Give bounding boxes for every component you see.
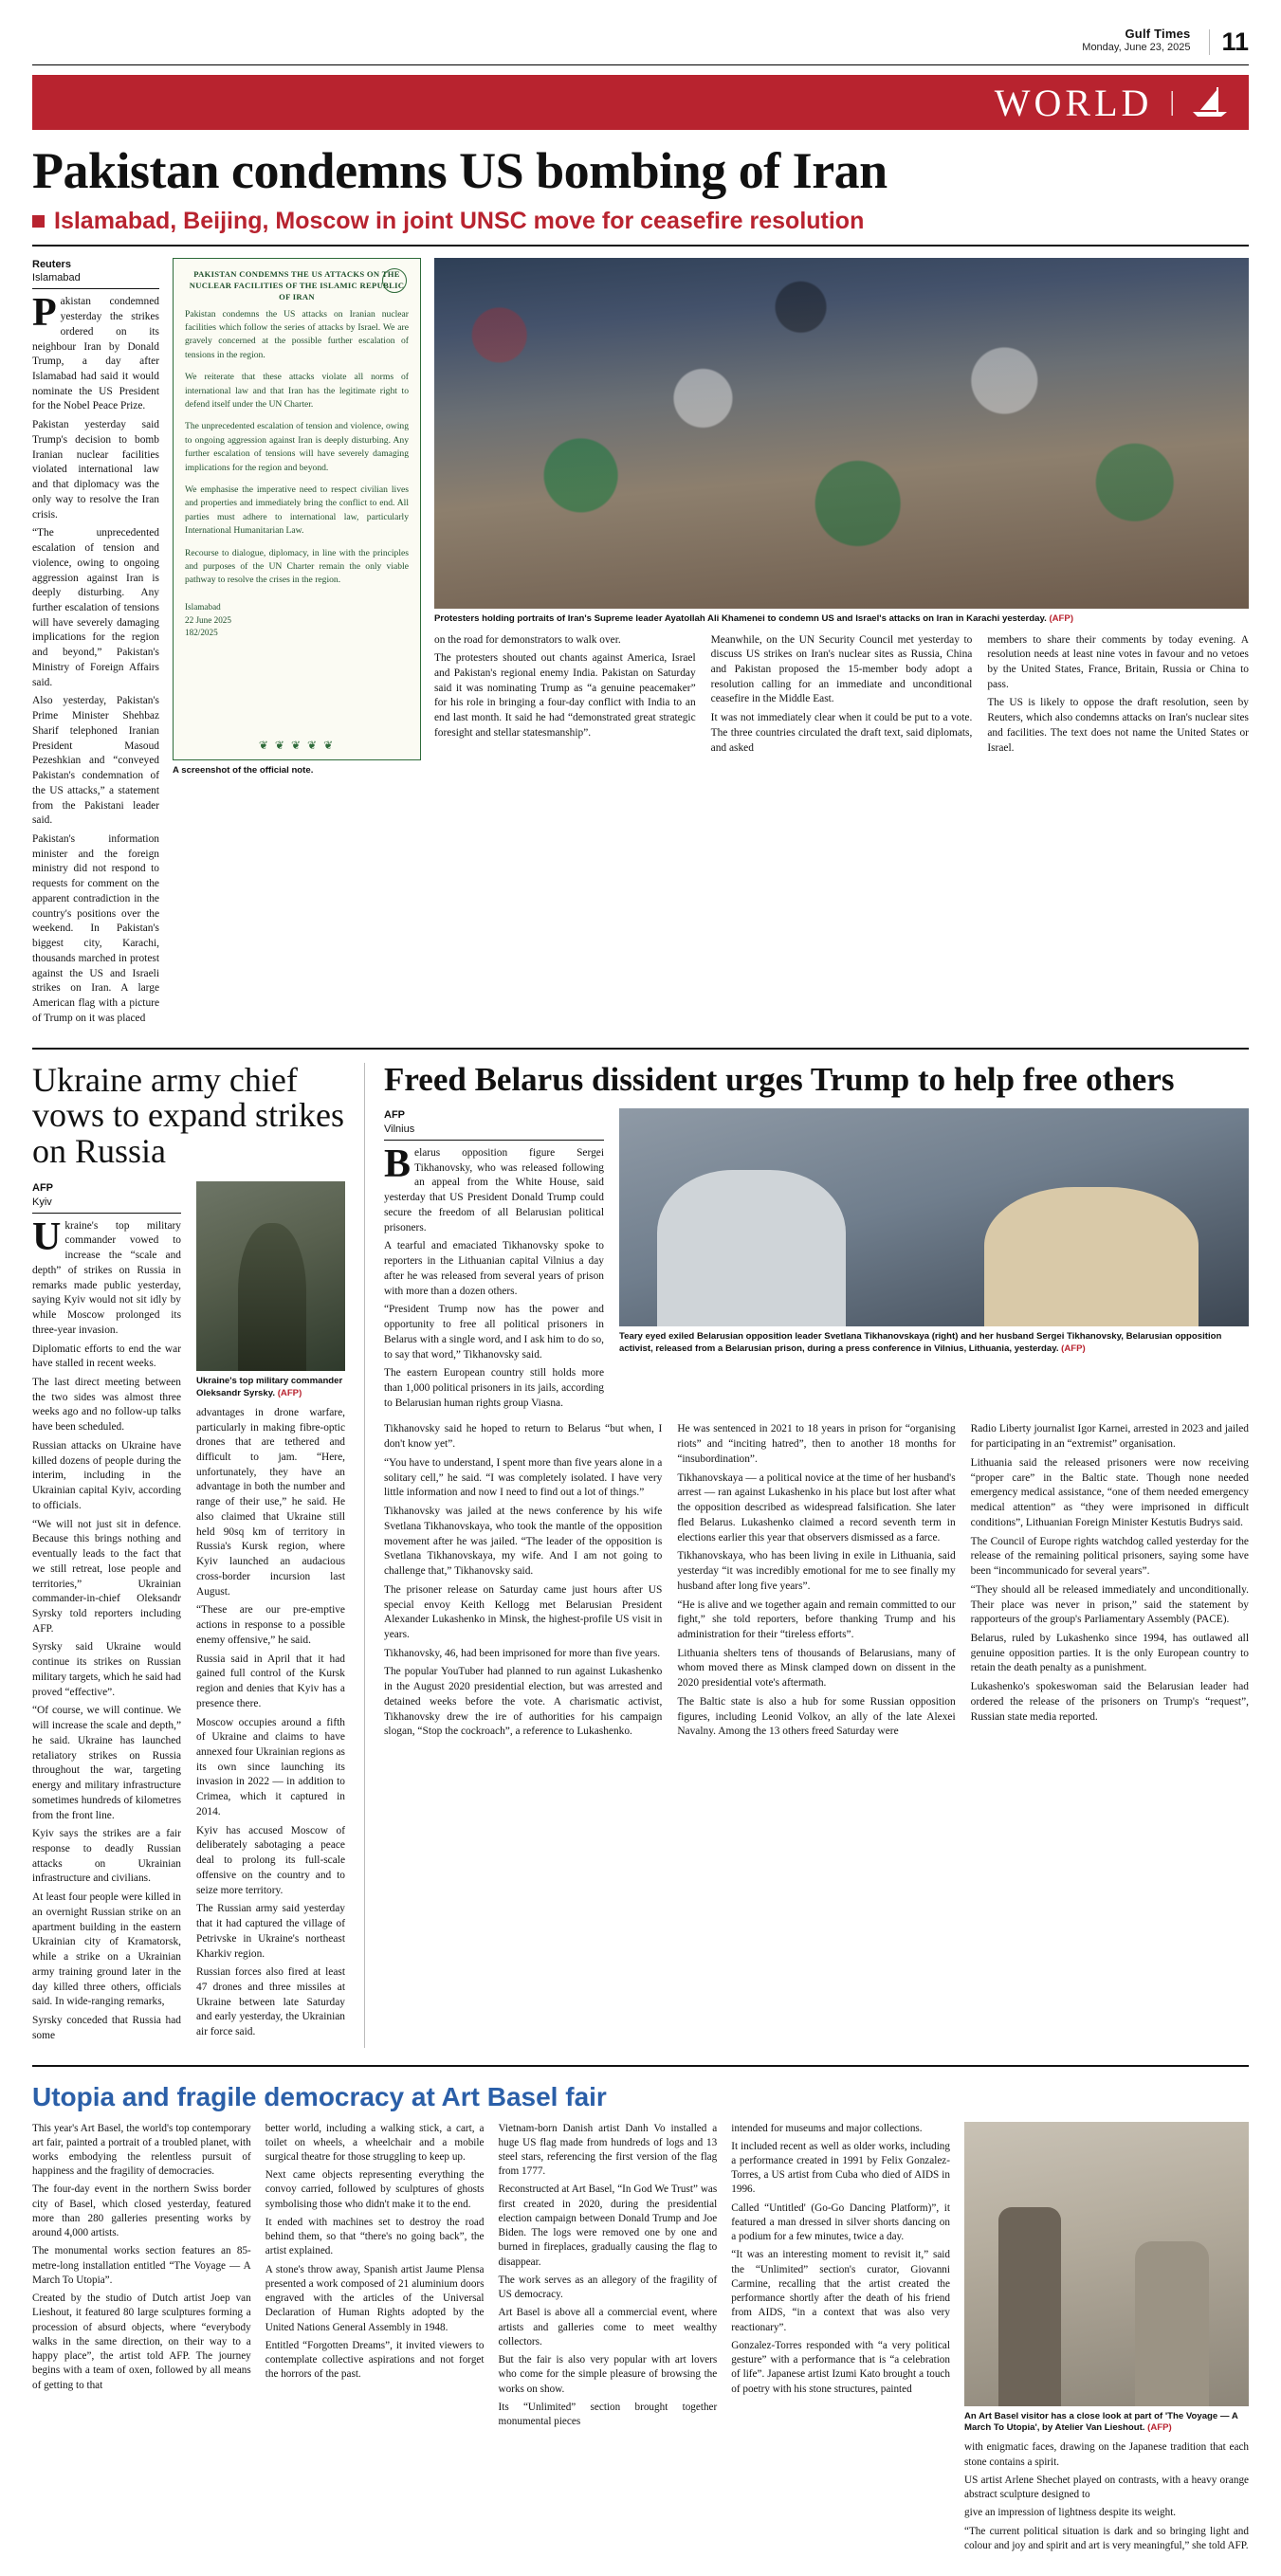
paragraph: It included recent as well as older works, including a performance created in 1991 by Felix Gonzalez-Torres, a US artist from Cuba who died of AIDS in 1996. — [731, 2140, 950, 2196]
belarus-byline — [384, 1108, 604, 1141]
lead-headline-block — [32, 142, 1249, 247]
belarus-lower-columns — [384, 1422, 1249, 1744]
paragraph: Belarus, ruled by Lukashenko since 1994, has outlawed all genuine opposition parties. It is the only European country to retain the death penalty as a punishment. — [970, 1633, 1249, 1674]
paragraph: Also yesterday, Pakistan's Prime Minister Shehbaz Sharif telephoned Iranian President Masoud Pezeshkian and “conveyed Pakistan's condemnation of the US attacks,” a statement from the Pakistani leader said. — [32, 695, 159, 827]
paragraph: The Council of Europe rights watchdog called yesterday for the release of the remaining political prisoners, saying some have been “incommunicado for several years”. — [970, 1535, 1249, 1578]
paragraph: The popular YouTuber had planned to run against Lukashenko in the August 2020 presidential election, but was arrested and detained weeks before the vote. A charismatic activist, Tikhanovsky drew the ire of authorities for his campaign slogan, “Stop the cockroach”, a reference to Lukashenko. — [384, 1666, 663, 1738]
paragraph: It ended with machines set to destroy the road behind them, so that “there's no going back”, the artist explained. — [265, 2216, 485, 2257]
state-seal-icon — [382, 268, 407, 293]
masthead — [32, 0, 1249, 61]
paragraph: advantages in drone warfare, particularly in making fibre-optic drones that are tethered and difficult to jam. “Here, unfortunately, they have an advantage in both the number and range of their use,” he said. He also claimed that Ukraine still held 90sq km of territory in Russia's Kursk region, where Kyiv launched an audacious cross-border incursion last August. — [196, 1406, 345, 1598]
paragraph: Tikhanovsky was jailed at the news conference by his wife Svetlana Tikhanovskaya, who took the mantle of the opposition movement after he was jailed. “The leader of the opposition is Svetlana Tikhanovskaya, my wife. And I am not going to challenge that,” Tikhanovsky said. — [384, 1506, 663, 1578]
paragraph: Kyiv says the strikes are a fair response to deadly Russian attacks on Ukrainian infrastructure and civilians. — [32, 1828, 181, 1885]
ukraine-columns — [32, 1181, 345, 2048]
dhow-logo-icon — [1188, 83, 1232, 121]
paragraph: Tikhanovskaya — a political novice at the time of her husband's arrest — ran against Lukashenko in his place but lost after what the opposition described as widespread falsification. She later fled Belarus. Lukashenko claimed a record seventh term in elections earlier this year that observers dismissed as a farce. — [677, 1471, 956, 1544]
ukraine-column-2 — [196, 1181, 345, 2048]
ukraine-byline — [32, 1181, 181, 1214]
paragraph: He was sentenced in 2021 to 18 years in prison for “organising riots” and “inciting hatred”, then to another 18 months for “insubordination”. — [677, 1423, 956, 1465]
byline — [32, 258, 159, 290]
paragraph: “The unprecedented escalation of tension and violence, owing to ongoing aggression against Iran is deeply disturbing. Any further escalation of tensions will have severely damaging implications for the region and beyond,” Pakistan's Ministry of Foreign Affairs said. — [32, 527, 159, 688]
belarus-column-1 — [384, 1108, 604, 1415]
paragraph: Russian forces also fired at least 47 drones and three missiles at Ukraine between late Saturday and early yesterday, the Ukrainian air force said. — [196, 1966, 345, 2038]
byline-agency: AFP — [32, 1181, 53, 1194]
paragraph: Tikhanovsky, 46, had been imprisoned for more than five years. — [384, 1647, 661, 1659]
paragraph: A tearful and emaciated Tikhanovsky spoke to reporters in the Lithuanian capital Vilnius a day after he was released from several years of prison with more than a dozen others. — [384, 1240, 604, 1297]
paragraph: The protesters shouted out chants against America, Israel and Pakistan's regional enemy India. Pakistan on Saturday said it was nominating Trump as “a genuine peacemaker” for his role in bringing a four-day conflict with India to an end last month. It said he had “demonstrated great strategic foresight and stellar statesmanship”. — [434, 652, 696, 739]
note-signature — [185, 601, 409, 640]
protest-photo — [434, 258, 1249, 609]
publication-date: Monday, June 23, 2025 — [1082, 42, 1191, 54]
section-title: WORLD — [994, 81, 1153, 124]
paragraph: give an impression of lightness despite its weight. — [964, 2507, 1177, 2519]
paragraph: The Russian army said yesterday that it had captured the village of Petrivske in Ukraine's northeast Kharkiv region. — [196, 1903, 345, 1960]
ukraine-body-1 — [32, 1215, 181, 2044]
paragraph: Ukraine's top military commander vowed to increase the “scale and depth” of strikes on Russia in remarks made public yesterday, saying Kyiv would not sit idly by while Moscow prolonged its three-year invasion. — [32, 1215, 181, 1336]
syrsky-photo — [196, 1181, 345, 1371]
paragraph: Created by the studio of Dutch artist Joep van Lieshout, it featured 80 large sculptures forming a procession of absurd objects, where “everybody walks in the same direction, on their way to a happy place”, the artist told AFP. The journey begins with a team of oxen, followed by all means of getting to that — [32, 2293, 251, 2391]
note-title: PAKISTAN CONDEMNS THE US ATTACKS ON THE NUCLEAR FACILITIES OF THE ISLAMIC REPUBLIC OF IRAN — [189, 268, 405, 301]
caption-text: An Art Basel visitor has a close look at part of 'The Voyage — A March To Utopia', by Atelier Van Lieshout. — [964, 2410, 1238, 2434]
belarus-body-2 — [677, 1422, 955, 1744]
lead-column-3 — [434, 258, 1249, 1031]
paragraph: Radio Liberty journalist Igor Karnei, arrested in 2023 and jailed for participating in an “extremist” organisation. — [970, 1423, 1249, 1451]
belarus-body-1a — [384, 1142, 604, 1411]
photo-credit: (AFP) — [1147, 2422, 1172, 2434]
belarus-body-3 — [971, 1422, 1249, 1744]
bullet-square-icon — [32, 215, 45, 228]
section-separator: | — [1169, 87, 1175, 117]
lead-story-top — [32, 258, 1249, 1031]
paragraph: A stone's throw away, Spanish artist Jaume Plensa presented a work composed of 21 aluminium doors engraved with the articles of the Universal Declaration of Human Rights adopted by the United Nations General Assembly in 1948. — [265, 2263, 485, 2333]
paragraph: Pakistan condemned yesterday the strikes ordered on its neighbour Iran by Donald Trump, a day after Islamabad had said it would nominate the US President for the Nobel Peace Prize. — [32, 291, 159, 412]
protest-photo-caption — [434, 613, 1249, 626]
paragraph: The prisoner release on Saturday came just hours after US special envoy Keith Kellogg met Belarusian President Alexander Lukashenko in Minsk, the highest-profile US visit in years. — [384, 1583, 663, 1641]
ukraine-headline: Ukraine army chief vows to expand strikes on Russia — [32, 1060, 344, 1171]
lead-body-2 — [434, 633, 696, 760]
lead-body-1 — [32, 291, 159, 1026]
paragraph: on the road for demonstrators to walk over. — [434, 633, 621, 646]
note-reference: 182/2025 — [185, 628, 218, 638]
paragraph: Russian attacks on Ukraine have killed dozens of people during the interim, including in the Ukrainian capital Kyiv, according to officials. — [32, 1439, 181, 1511]
caption-text: Ukraine's top military commander Oleksandr Syrsky. — [196, 1375, 343, 1398]
byline-city: Kyiv — [32, 1196, 52, 1208]
note-paragraph: We emphasise the imperative need to respect civilian lives and properties and immediately bring the conflict to end. All parties must adhere to international law, particularly International Humanitarian Law. — [185, 484, 409, 537]
press-conference-caption — [619, 1331, 1249, 1356]
note-caption: A screenshot of the official note. — [173, 764, 314, 776]
paragraph: Lukashenko's spokeswoman said the Belarusian leader had ordered the release of the prisoners on Trump's “request”, Russian state media reported. — [970, 1681, 1249, 1723]
note-city: Islamabad — [185, 601, 221, 612]
paragraph: Syrsky conceded that Russia had some — [32, 2015, 181, 2041]
syrsky-photo-caption — [196, 1376, 345, 1400]
paragraph: The work serves as an allegory of the fragility of US democracy. — [498, 2274, 718, 2301]
belarus-headline: Freed Belarus dissident urges Trump to help free others — [384, 1060, 1175, 1098]
paragraph: intended for museums and major collections. — [731, 2122, 923, 2134]
paragraph: with enigmatic faces, drawing on the Japanese tradition that each stone contains a spirit. — [964, 2441, 1249, 2468]
belarus-story — [364, 1060, 1249, 2048]
artbasel-column-5 — [964, 2122, 1249, 2558]
paragraph: The four-day event in the northern Swiss border city of Basel, which closed yesterday, featured more than 280 galleries presenting works by around 4,000 artists. — [32, 2183, 251, 2239]
section-banner — [32, 75, 1249, 130]
ukraine-column-1 — [32, 1181, 181, 2048]
paragraph: Belarus opposition figure Sergei Tikhanovsky, who was released following an appeal from the White House, said yesterday that US President Donald Trump could secure the freedom of all Belarusian political prisoners. — [384, 1142, 604, 1233]
note-ornament-icon: ❦ ❦ ❦ ❦ ❦ — [258, 738, 336, 752]
note-paragraph: We reiterate that these attacks violate all norms of international law and that Iran has the legitimate right to defend itself under the UN Charter. — [185, 372, 409, 411]
page-number: 11 — [1209, 29, 1249, 55]
lead-body-4 — [987, 633, 1249, 760]
paragraph: It was not immediately clear when it could be put to a vote. The three countries circulated the draft text, said diplomats, and asked — [710, 712, 973, 754]
lead-column-2 — [173, 258, 421, 1031]
paragraph: But the fair is also very popular with art lovers who come for the simple pleasure of browsing the works on show. — [498, 2354, 718, 2395]
belarus-photo-block — [619, 1108, 1249, 1415]
ukraine-body-2 — [196, 1406, 345, 2040]
byline-city: Vilnius — [384, 1124, 415, 1136]
paragraph: Its “Unlimited” section brought together monumental pieces — [498, 2401, 718, 2427]
paragraph: Lithuania shelters tens of thousands of Belarusians, many of whom moved there as Minsk clamped down on dissent in the 2020 presidential vote's aftermath. — [677, 1647, 956, 1690]
paragraph: members to share their comments by today evening. A resolution needs at least nine votes in favour and no vetoes by the United States, France, Britain, Russia or China to pass. — [987, 633, 1249, 690]
paragraph: “He is alive and we together again and remain committed to our fight,” she told reporters, before thanking Trump and his administration for their “tireless efforts”. — [677, 1599, 956, 1641]
press-conference-photo — [619, 1108, 1249, 1326]
lead-body-3 — [711, 633, 973, 760]
caption-text: Teary eyed exiled Belarusian opposition leader Svetlana Tikhanovskaya (right) and her husband Sergei Tikhanovsky, Belarusian opposition activist, released from a Belarusian prison, during a press conference in Vilnius, Lithuania, yesterday. — [619, 1331, 1222, 1355]
paragraph: Next came objects representing everything the convoy carried, followed by sculptures of ghosts symbolising those who didn't make it to the end. — [265, 2169, 485, 2210]
paragraph: Called “Untitled' (Go-Go Dancing Platform)”, it featured a man dressed in silver shorts dancing on a podium for a few minutes, twice a day. — [731, 2201, 950, 2243]
paragraph: The US is likely to oppose the draft resolution, seen by Reuters, which also condemns attacks on Iran's nuclear sites and facilities. The text does not name the United States or Israel. — [987, 697, 1249, 754]
paragraph: The Baltic state is also a hub for some Russian opposition figures, including Leonid Volkov, an ally of the late Alexei Navalny. Among the 13 others freed Saturday were — [677, 1695, 956, 1738]
paragraph: At least four people were killed in an overnight Russian strike on an apartment building in the eastern Ukrainian city of Kramatorsk, while a strike on a Ukrainian army training ground later in the day killed three others, officials said. In wide-ranging remarks, — [32, 1891, 181, 2008]
belarus-body-1b — [384, 1422, 662, 1744]
artbasel-column-1 — [32, 2122, 251, 2558]
note-paragraph: Pakistan condemns the US attacks on Iranian nuclear facilities which follow the series of attacks by Israel. We are gravely concerned at the possible further escalation of tensions in the region. — [185, 308, 409, 360]
official-note-image — [173, 258, 421, 760]
byline-agency: Reuters — [32, 258, 71, 270]
lead-lower-columns — [434, 633, 1249, 760]
note-date: 22 June 2025 — [185, 614, 231, 625]
artbasel-body-5 — [964, 2440, 1249, 2553]
byline-agency: AFP — [384, 1109, 405, 1122]
paragraph: “The current political situation is dark and so bringing light and colour and joy and spirit and art is very meaningful,” she told AFP. — [964, 2525, 1249, 2551]
paragraph: Tikhanovskaya, who has been living in exile in Lithuania, said yesterday “it was incredibly emotional for me to see finally my husband after long five years”. — [677, 1550, 956, 1592]
photo-credit: (AFP) — [1061, 1343, 1086, 1355]
paragraph: Kyiv has accused Moscow of deliberately sabotaging a peace deal to prolong its full-scale offensive on the country and to seize more territory. — [196, 1824, 345, 1896]
paragraph: Pakistan yesterday said Trump's decision to bomb Iranian nuclear facilities violated international law and that diplomacy was the only way to resolve the Iran crisis. — [32, 419, 159, 521]
paragraph: Vietnam-born Danish artist Danh Vo installed a huge US flag made from hundreds of logs and 13 steel stars, referencing the first version of the flag from 1777. — [498, 2122, 718, 2178]
byline-city: Islamabad — [32, 272, 81, 284]
lead-subhead — [32, 208, 1249, 235]
artbasel-column-3 — [499, 2122, 718, 2558]
paragraph: US artist Arlene Shechet played on contrasts, with a heavy orange abstract sculpture designed to — [964, 2474, 1249, 2501]
paragraph: Meanwhile, on the UN Security Council met yesterday to discuss US strikes on Iran's nuclear sites as Russia, China and Pakistan proposed the 15-member body adopt a resolution calling for an immediate and unconditional ceasefire in the Middle East. — [710, 633, 973, 705]
paragraph: “President Trump now has the power and opportunity to free all political prisoners in Belarus with a single word, and I ask him to do so, to say that word,” Tikhanovsky said. — [384, 1304, 604, 1361]
artbasel-story — [32, 2065, 1249, 2558]
paragraph: better world, including a walking stick, a cart, a toilet on wheels, a wheelchair and a mobile surgical theatre for those struggling to keep up. — [265, 2122, 485, 2164]
paragraph: Art Basel is above all a commercial event, where artists and galleries come to meet wealthy collectors. — [498, 2307, 718, 2348]
paragraph: Gonzalez-Torres responded with “a very political gesture” with a performance that is “a celebration of life”. Japanese artist Izumi Kato brought a touch of poetry with his stone structures, painted — [731, 2339, 950, 2395]
artbasel-column-4 — [731, 2122, 950, 2558]
paragraph: “These are our pre-emptive actions in response to a possible enemy offensive,” he said. — [196, 1604, 345, 1646]
note-paragraph: Recourse to dialogue, diplomacy, in line with the principles and purposes of the UN Charter remain the only viable pathway to resolve the crises in the region. — [185, 547, 409, 586]
lead-column-1 — [32, 258, 159, 1031]
photo-credit: (AFP) — [1049, 612, 1074, 624]
paragraph: “Of course, we will continue. We will increase the scale and depth,” he said. Ukraine has launched retaliatory strikes on Russia throughout the war, targeting energy and military infrastructure sometimes hundreds of kilometres from the front line. — [32, 1705, 181, 1821]
ukraine-story — [32, 1060, 345, 2048]
paragraph: “They should all be released immediately and unconditionally. Their place was never in prison,” said the statement by rapporteurs of the group's Parliamentary Assembly (PACE). — [970, 1583, 1249, 1626]
paragraph: Tikhanovsky said he hoped to return to Belarus “but when, I don't know yet”. — [384, 1423, 663, 1451]
artbasel-photo-caption — [964, 2411, 1249, 2436]
paragraph: “You have to understand, I spent more than five years alone in a solitary cell,” he said. “I was completely isolated. I have very little information and now I need to find out a lot of things.” — [384, 1456, 663, 1499]
paragraph: This year's Art Basel, the world's top contemporary art fair, painted a portrait of a troubled planet, with works embodying the relentless pursuit of happiness and the fragility of democracies. — [32, 2122, 251, 2178]
artbasel-photo — [964, 2122, 1249, 2406]
belarus-top — [384, 1108, 1249, 1415]
lead-subhead-text: Islamabad, Beijing, Moscow in joint UNSC move for ceasefire resolution — [54, 207, 865, 234]
middle-section — [32, 1048, 1249, 2048]
note-paragraph: The unprecedented escalation of tension and violence, owing to ongoing aggression against Iran is deeply disturbing. Any further escalation of tensions will have severely damaging implications for the region and beyond. — [185, 421, 409, 473]
paragraph: Russia said in April that it had gained full control of the Kursk region and denies that Kyiv has a presence there. — [196, 1653, 345, 1709]
paragraph: The last direct meeting between the two sides was almost three weeks ago and no follow-up talks have been scheduled. — [32, 1376, 181, 1434]
paragraph: The monumental works section features an 85-metre-long installation entitled “The Voyage — A March To Utopia”. — [32, 2245, 251, 2286]
paragraph: The eastern European country still holds more than 1,000 political prisoners in its jails, according to Belarusian human rights group Viasna. — [384, 1367, 604, 1409]
paragraph: Lithuania said the released prisoners were now receiving “proper care” in the Baltic state. Though none needed emergency medical assistance, “one of them needed emergency medical attention” as “they were imprisoned in difficult conditions”, Lithuanian Foreign Minister Kestutis Budrys said. — [970, 1456, 1249, 1528]
artbasel-headline: Utopia and fragile democracy at Art Basel fair — [32, 2081, 607, 2111]
paragraph: “We will not just sit in defence. Because this brings nothing and eventually leads to the fact that we still retreat, lose people and territories,” Ukrainian commander-in-chief Oleksandr Syrsky told reporters including AFP. — [32, 1518, 181, 1635]
masthead-divider — [32, 64, 1249, 65]
artbasel-column-2 — [265, 2122, 485, 2558]
artbasel-columns — [32, 2122, 1249, 2558]
caption-text: Protesters holding portraits of Iran's Supreme leader Ayatollah Ali Khamenei to condemn US and Israel's attacks on Iran in Karachi yesterday. — [434, 612, 1047, 624]
paper-name: Gulf Times — [1125, 27, 1191, 41]
paragraph: Pakistan's information minister and the foreign ministry did not respond to requests for comment on the apparent contradiction in the country's positions over the weekend. In Pakistan's biggest city, Karachi, thousands marched in protest against the US and Israeli strikes on Iran. A large American flag with a picture of Trump on it was placed — [32, 833, 159, 1024]
paragraph: Reconstructed at Art Basel, “In God We Trust” was first created in 2020, during the presidential election campaign between Donald Trump and Joe Biden. The logs were removed one by one and burned in fireplaces, gradually causing the flag to disappear. — [498, 2183, 718, 2268]
photo-credit: (AFP) — [277, 1387, 302, 1398]
paragraph: Syrsky said Ukraine would continue its strikes on Russian military targets, which he said had proved “effective”. — [32, 1641, 181, 1698]
paragraph: Diplomatic efforts to end the war have stalled in recent weeks. — [32, 1343, 181, 1370]
paragraph: Moscow occupies around a fifth of Ukraine and claims to have annexed four Ukrainian regions as its own since launching its invasion in 2022 — in addition to Crimea, which it captured in 2014. — [196, 1716, 345, 1818]
paragraph: “It was an interesting moment to revisit it,” said the “Unlimited” section's curator, Giovanni Carmine, recalling that the artist created the performance shortly after the death of his friend from AIDS, “in a context that was also very reactionary”. — [731, 2249, 950, 2333]
paragraph: Entitled “Forgotten Dreams”, it invited viewers to contemplate collective aspirations and not forget the horrors of the past. — [265, 2339, 485, 2381]
page-title: Pakistan condemns US bombing of Iran — [32, 142, 888, 199]
